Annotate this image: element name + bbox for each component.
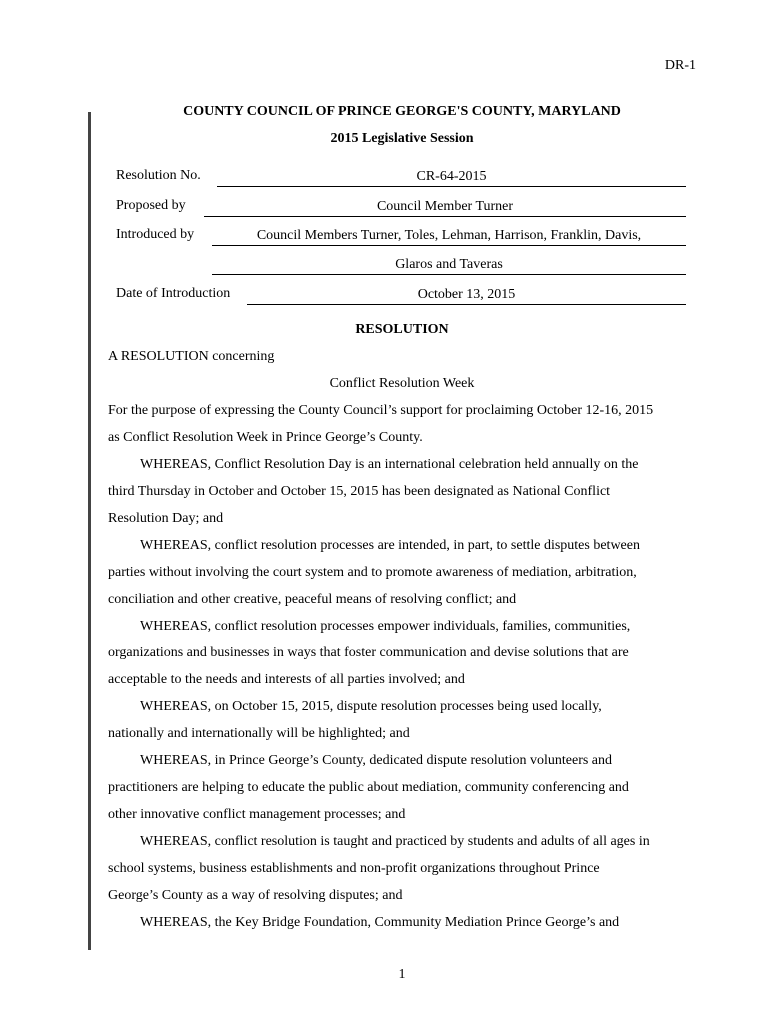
date-of-introduction-label: Date of Introduction [116,286,231,301]
resolution-heading: RESOLUTION [355,322,449,337]
legislative-session: 2015 Legislative Session [330,131,474,146]
body-line: WHEREAS, Conflict Resolution Day is an international celebration held annually on the [140,457,639,472]
body-line: other innovative conflict management processes; and [108,807,406,822]
resolution-number-value: CR-64-2015 [217,168,686,187]
document-title: COUNTY COUNCIL OF PRINCE GEORGE'S COUNTY, MARYLAND [183,104,621,119]
body-line: WHEREAS, conflict resolution processes empower individuals, families, communities, [140,619,631,634]
body-line: WHEREAS, on October 15, 2015, dispute resolution processes being used locally, [140,699,602,714]
date-of-introduction-value: October 13, 2015 [247,286,686,305]
body-line: WHEREAS, conflict resolution is taught and practiced by students and adults of all ages in [140,834,650,849]
resolution-intro: A RESOLUTION concerning [108,349,275,364]
body-line: George’s County as a way of resolving disputes; and [108,888,403,903]
body-line: parties without involving the court system and to promote awareness of mediation, arbitration, [108,565,637,580]
body-line: conciliation and other creative, peaceful means of resolving conflict; and [108,592,517,607]
body-line: WHEREAS, in Prince George’s County, dedicated dispute resolution volunteers and [140,753,613,768]
body-line: WHEREAS, conflict resolution processes are intended, in part, to settle disputes between [140,538,640,553]
body-line: nationally and internationally will be highlighted; and [108,726,410,741]
body-line: school systems, business establishments and non-profit organizations throughout Prince [108,861,600,876]
body-line: Resolution Day; and [108,511,224,526]
proposed-by-value: Council Member Turner [204,198,686,217]
introduced-by-label: Introduced by [116,227,195,242]
proposed-by-label: Proposed by [116,198,186,213]
introduced-by-value: Council Members Turner, Toles, Lehman, Harrison, Franklin, Davis, [212,227,686,246]
resolution-subject: Conflict Resolution Week [329,376,475,391]
body-line: acceptable to the needs and interests of all parties involved; and [108,672,465,687]
body-line: WHEREAS, the Key Bridge Foundation, Community Mediation Prince George’s and [140,915,620,930]
body-line: practitioners are helping to educate the public about mediation, community conferencing and [108,780,629,795]
revision-margin-bar [88,112,91,950]
body-line: third Thursday in October and October 15, 2015 has been designated as National Conflict [108,484,611,499]
page-number: 1 [398,967,406,982]
body-line: as Conflict Resolution Week in Prince George’s County. [108,430,423,445]
resolution-number-label: Resolution No. [116,168,201,183]
introduced-by-value-continued: Glaros and Taveras [212,256,686,275]
body-line: organizations and businesses in ways that foster communication and devise solutions that are [108,645,629,660]
document-id: DR-1 [664,58,696,73]
body-line: For the purpose of expressing the County Council’s support for proclaiming October 12-16, 2015 [108,403,654,418]
